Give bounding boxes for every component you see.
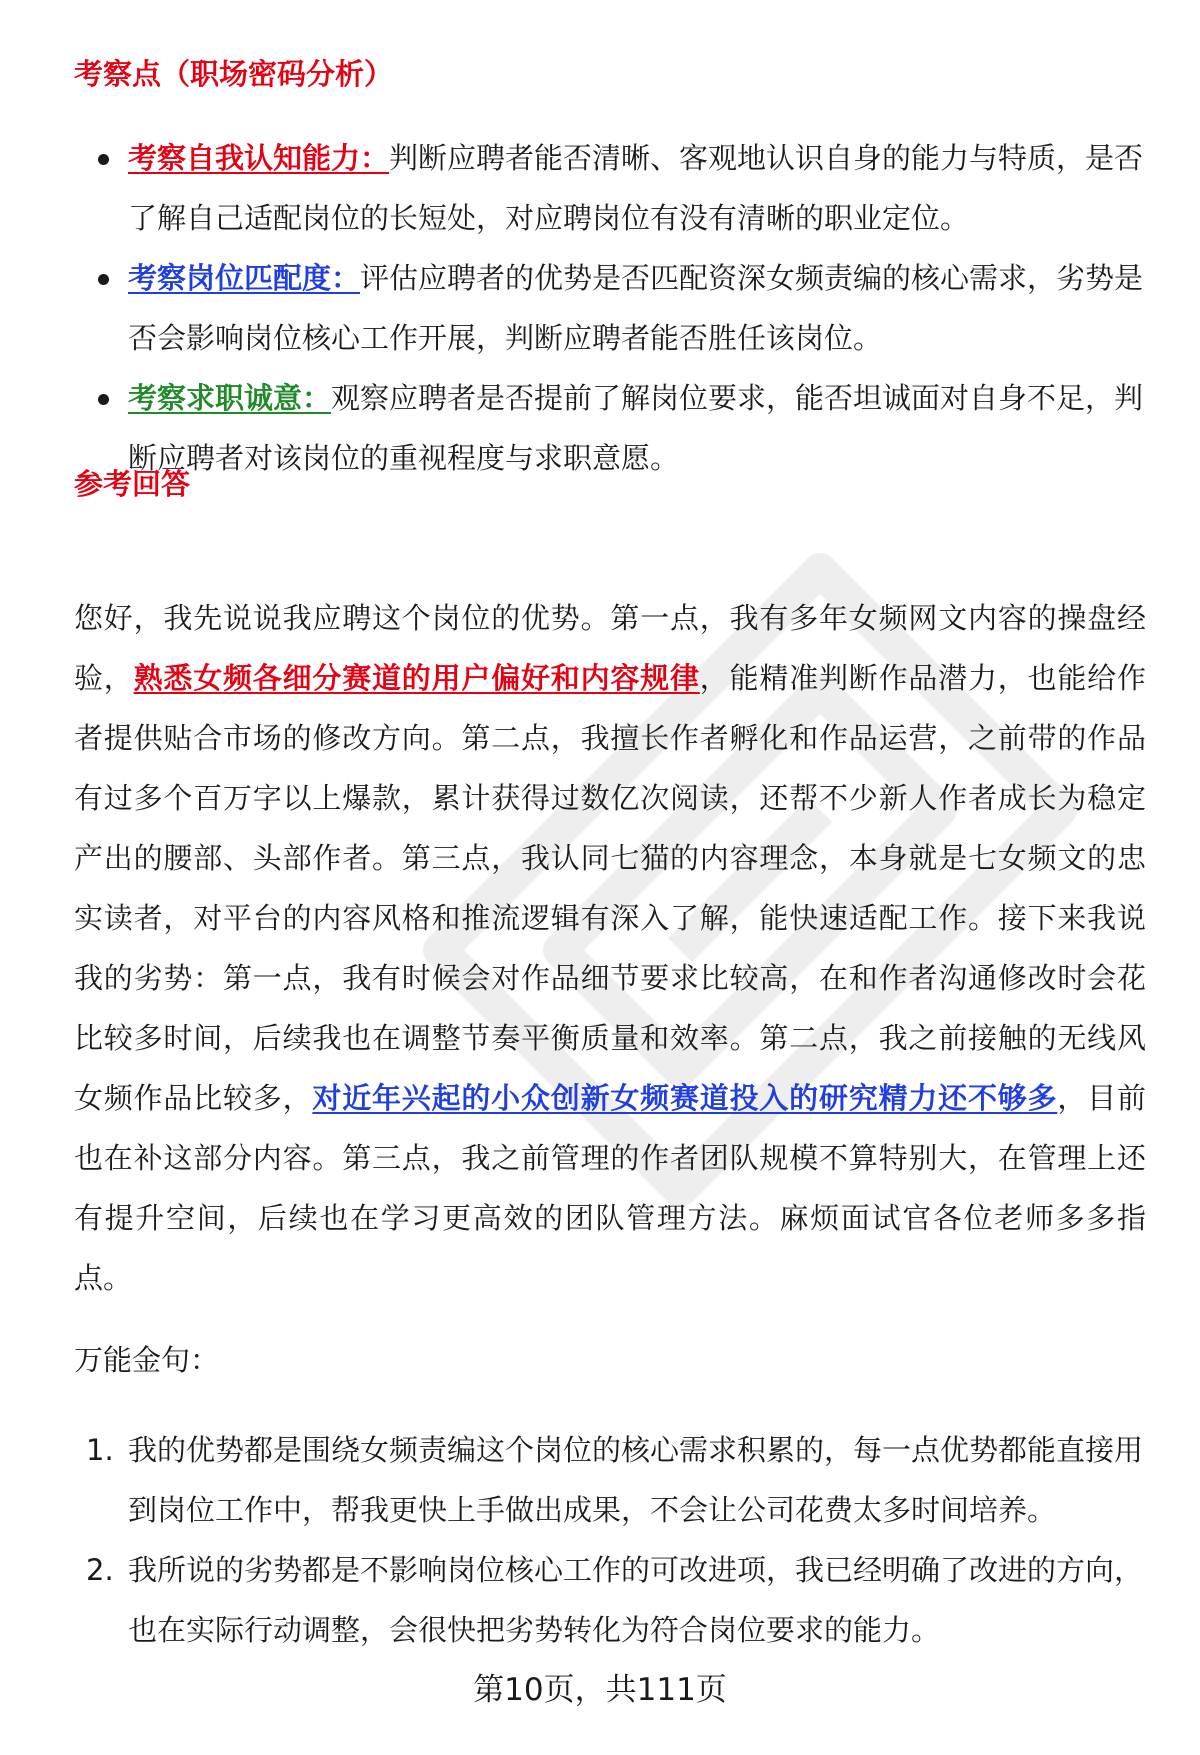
exam-point-item	[74, 128, 1144, 248]
bullet-dot-icon	[98, 394, 109, 405]
exam-point-item	[74, 248, 1144, 368]
exam-point-keyword: 考察求职诚意：	[128, 381, 332, 415]
answer-highlight: 熟悉女频各细分赛道的用户偏好和内容规律	[133, 661, 700, 695]
exam-point-keyword: 考察自我认知能力：	[128, 141, 390, 175]
answer-text: 您好，我先说说我应聘这个岗位的优势。第一点，我有多年女频网文内容的操盘经验，	[74, 601, 1146, 695]
exam-point-text: 观察应聘者是否提前了解岗位要求，能否坦诚面对自身不足，判断应聘者对该岗位的重视程度与求职意愿。	[128, 381, 1144, 475]
answer-highlight: 对近年兴起的小众创新女频赛道投入的研究精力还不够多	[312, 1081, 1058, 1115]
golden-sentence-item	[74, 1540, 1146, 1660]
exam-points-title: 考察点（职场密码分析）	[74, 57, 394, 91]
golden-sentences-list	[74, 1420, 1146, 1660]
golden-sentences-label: 万能金句：	[74, 1343, 220, 1377]
golden-sentence-text: 我的优势都是围绕女频责编这个岗位的核心需求积累的，每一点优势都能直接用到岗位工作中，帮我更快上手做出成果，不会让公司花费太多时间培养。	[128, 1433, 1144, 1527]
reference-answer-title: 参考回答	[74, 467, 191, 501]
reference-answer-paragraph	[74, 588, 1146, 1308]
golden-sentence-text: 我所说的劣势都是不影响岗位核心工作的可改进项，我已经明确了改进的方向，也在实际行动调整，会很快把劣势转化为符合岗位要求的能力。	[128, 1553, 1144, 1647]
golden-sentence-item	[74, 1420, 1146, 1540]
answer-text: ，目前也在补这部分内容。第三点，我之前管理的作者团队规模不算特别大，在管理上还有提升空间，后续也在学习更高效的团队管理方法。麻烦面试官各位老师多多指点。	[74, 1081, 1146, 1295]
list-number: 1.	[86, 1433, 114, 1467]
exam-point-keyword: 考察岗位匹配度：	[128, 261, 361, 295]
exam-point-text: 判断应聘者能否清晰、客观地认识自身的能力与特质，是否了解自己适配岗位的长短处，对应聘岗位有没有清晰的职业定位。	[128, 141, 1144, 235]
exam-point-text: 评估应聘者的优势是否匹配资深女频责编的核心需求，劣势是否会影响岗位核心工作开展，判断应聘者能否胜任该岗位。	[128, 261, 1144, 355]
bullet-dot-icon	[98, 154, 109, 165]
answer-text: ，能精准判断作品潜力，也能给作者提供贴合市场的修改方向。第二点，我擅长作者孵化和作品运营，之前带的作品有过多个百万字以上爆款，累计获得过数亿次阅读，还帮不少新人作者成长为稳定产出的腰部、头部作者。第三点，我认同七猫的内容理念，本身就是七女频文的忠实读者，对平台的内容风格和推流逻辑有深入了解，能快速适配工作。接下来我说我的劣势：第一点，我有时候会对作品细节要求比较高，在和作者沟通修改时会花比较多时间，后续我也在调整节奏平衡质量和效率。第二点，我之前接触的无线风女频作品比较多，	[74, 661, 1146, 1115]
bullet-dot-icon	[98, 274, 109, 285]
exam-point-item	[74, 368, 1144, 488]
exam-points-list	[74, 128, 1144, 488]
list-number: 2.	[86, 1553, 114, 1587]
page-number: 第10页，共111页	[473, 1672, 727, 1708]
